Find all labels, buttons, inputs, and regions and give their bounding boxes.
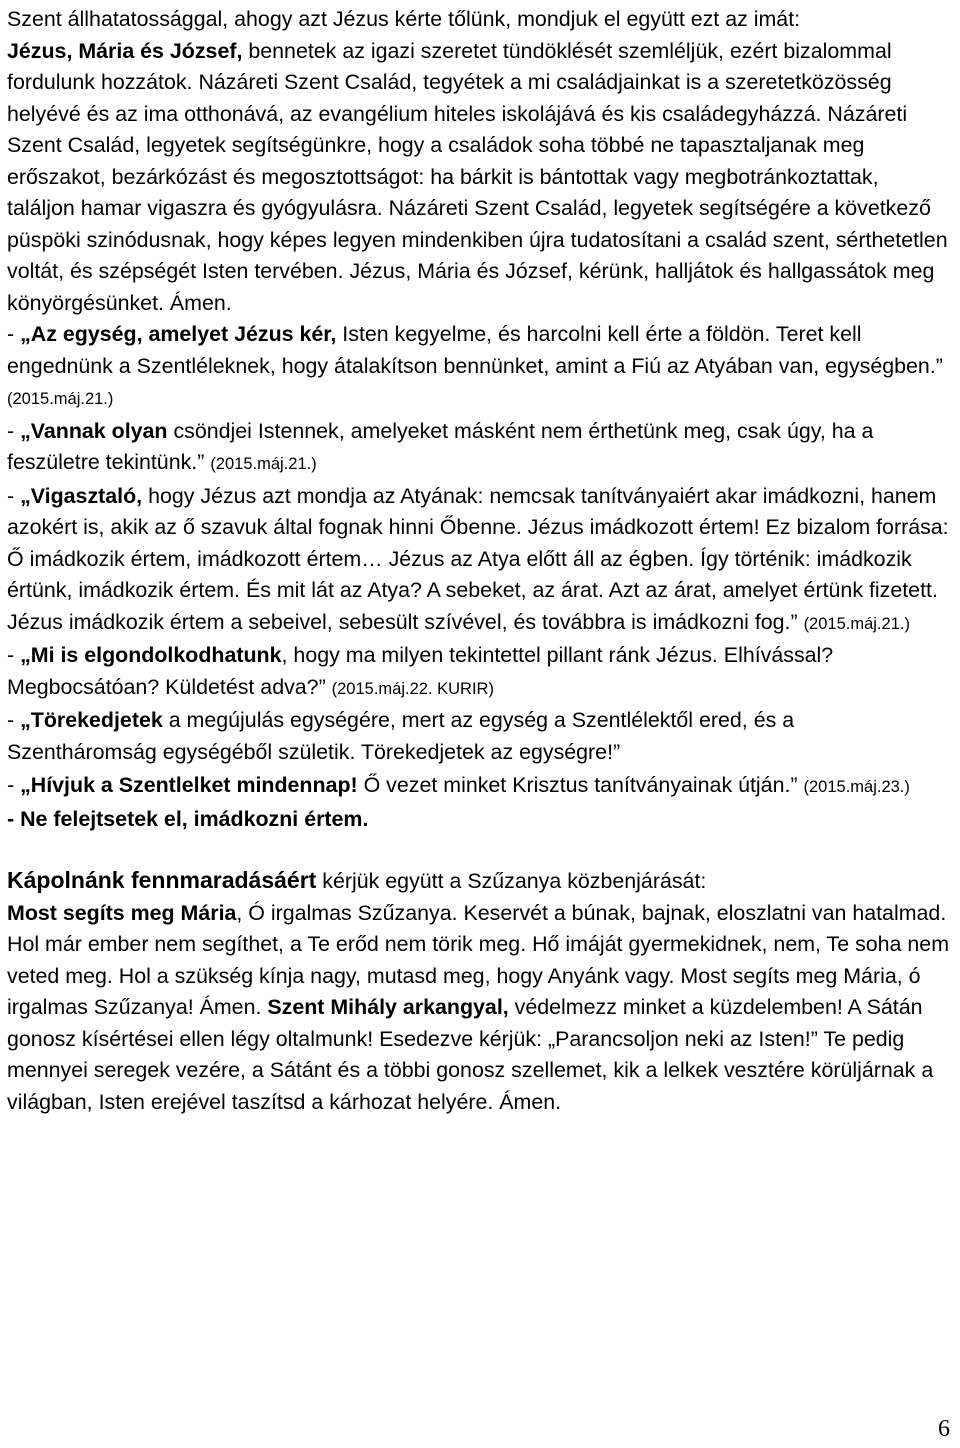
prayer-intro: Szent állhatatossággal, ahogy azt Jézus kérte tőlünk, mondjuk el együtt ezt az imát: — [7, 7, 801, 31]
quote-source: (2015.máj.22. KURIR) — [331, 679, 494, 698]
quote-text: Isten kegyelme, és harcolni kell érte a földön. Teret kell engednünk a Szentléleknek, hogy átalakítson bennünket, amint a Fiú az Atyában van, egységben.” — [7, 322, 943, 378]
closing-text: - Ne felejtsetek el, imádkozni értem. — [7, 806, 369, 831]
quote-item — [7, 770, 949, 804]
michael-prayer-text: védelmezz minket a küzdelemben! A Sátán gonosz kísértései ellen légy oltalmunk! Esedezve kérjük: „Parancsoljon neki az Isten!” Te pedig mennyei seregek vezére, a Sátánt és a többi gonosz szellemet, kik a lelkek vesztére körüljárnak a világban, Isten erejével taszítsd a kárhozat helyére. Ámen. — [7, 995, 934, 1114]
michael-prayer-title: Szent Mihály arkangyal, — [267, 995, 509, 1019]
quote-item — [7, 640, 949, 705]
chapel-paragraph — [7, 865, 949, 1118]
closing-line — [7, 804, 949, 836]
mary-prayer-title: Most segíts meg Mária — [7, 900, 237, 925]
quote-dash: - — [7, 322, 21, 346]
quote-dash: - — [7, 418, 21, 443]
quote-text: Ő vezet minket Krisztus tanítványainak útján.” — [357, 773, 804, 797]
quote-text: a megújulás egységére, mert az egység a Szentlélektől ered, és a Szentháromság egységéből születik. Törekedjetek az egységre!” — [7, 708, 795, 764]
quote-dash: - — [7, 483, 21, 508]
chapel-title: Kápolnánk fennmaradásáért — [7, 867, 317, 893]
quote-item — [7, 319, 949, 416]
quote-lead: „Vigasztaló, — [20, 483, 143, 508]
quote-source: (2015.máj.21.) — [210, 455, 317, 473]
chapel-title-text: kérjük együtt a Szűzanya közbenjárását: — [316, 869, 707, 893]
quote-dash: - — [7, 643, 21, 667]
paragraph-gap — [7, 835, 949, 865]
prayer-paragraph — [7, 4, 949, 319]
page-number: 6 — [938, 1416, 950, 1442]
quote-dash: - — [7, 708, 21, 732]
quote-source: (2015.máj.21.) — [7, 390, 114, 408]
quote-text: csöndjei Istennek, amelyeket másként nem érthetünk meg, csak úgy, ha a feszületre tekintünk.” — [7, 418, 874, 474]
quote-item — [7, 705, 949, 770]
quote-lead: „Vannak olyan — [20, 418, 168, 443]
quote-lead: „Törekedjetek — [20, 708, 163, 732]
quote-source: (2015.máj.21.) — [803, 614, 910, 633]
quote-text: hogy Jézus azt mondja az Atyának: nemcsak tanítványaiért akar imádkozni, hanem azokért is, akik az ő szavuk által fognak hinni Őbenne. Jézus imádkozott értem! Ez bizalom forrása: Ő imádkozik értem, imádkozott értem… Jézus az Atya előtt áll az égben. Így történik: imádkozik értünk, imádkozik értem. És mit lát az Atya? A sebeket, az árat. Azt az árat, amelyet értünk fizetett. Jézus imádkozik értem a sebeivel, sebesült szívével, és továbbra is imádkozni fog.” — [7, 483, 949, 634]
quote-lead: „Az egység, amelyet Jézus kér, — [20, 322, 337, 346]
quote-lead: „Mi is elgondolkodhatunk — [20, 643, 282, 667]
document-page — [7, 4, 949, 1118]
quote-item — [7, 481, 949, 641]
quote-dash: - — [7, 773, 21, 797]
prayer-text: bennetek az igazi szeretet tündöklését szemléljük, ezért bizalommal fordulunk hozzátok. Názáreti Szent Család, tegyétek a mi családjainkat is a szeretetközösség helyévé és az ima otthonává, az evangélium hiteles iskolájává és kis családegyházzá. Názáreti Szent Család, legyetek segítségünkre, hogy a családok soha többé ne tapasztaljanak meg erőszakot, bezárkózást és megosztottságot: ha bárkit is bántottak vagy megbotránkoztattak, találjon hamar vigaszra és gyógyulásra. Názáreti Szent Család, legyetek segítségére a következő püspöki szinódusnak, hogy képes legyen mindenkiben újra tudatosítani a család szent, sérthetetlen voltát, és szépségét Isten tervében. Jézus, Mária és József, kérünk, halljátok és hallgassátok meg könyörgésünket. Ámen. — [7, 38, 948, 315]
mary-prayer-text: , Ó irgalmas Szűzanya. Keservét a búnak, bajnak, eloszlatni van hatalmad. Hol már ember nem segíthet, a Te erőd nem törik meg. Hő imáját gyermekidnek, nem, Te soha nem veted meg. Hol a szükség kínja nagy, mutasd meg, hogy Anyánk vagy. Most segíts meg Mária, ó irgalmas Szűzanya! Ámen. — [7, 900, 950, 1019]
quote-item — [7, 416, 949, 481]
prayer-invocation: Jézus, Mária és József, — [7, 38, 243, 63]
quote-lead: „Hívjuk a Szentlelket mindennap! — [20, 773, 358, 797]
quote-text: , hogy ma milyen tekintettel pillant ránk Jézus. Elhívással? Megbocsátóan? Küldetést adva?” — [7, 643, 834, 699]
quote-source: (2015.máj.23.) — [803, 778, 910, 796]
